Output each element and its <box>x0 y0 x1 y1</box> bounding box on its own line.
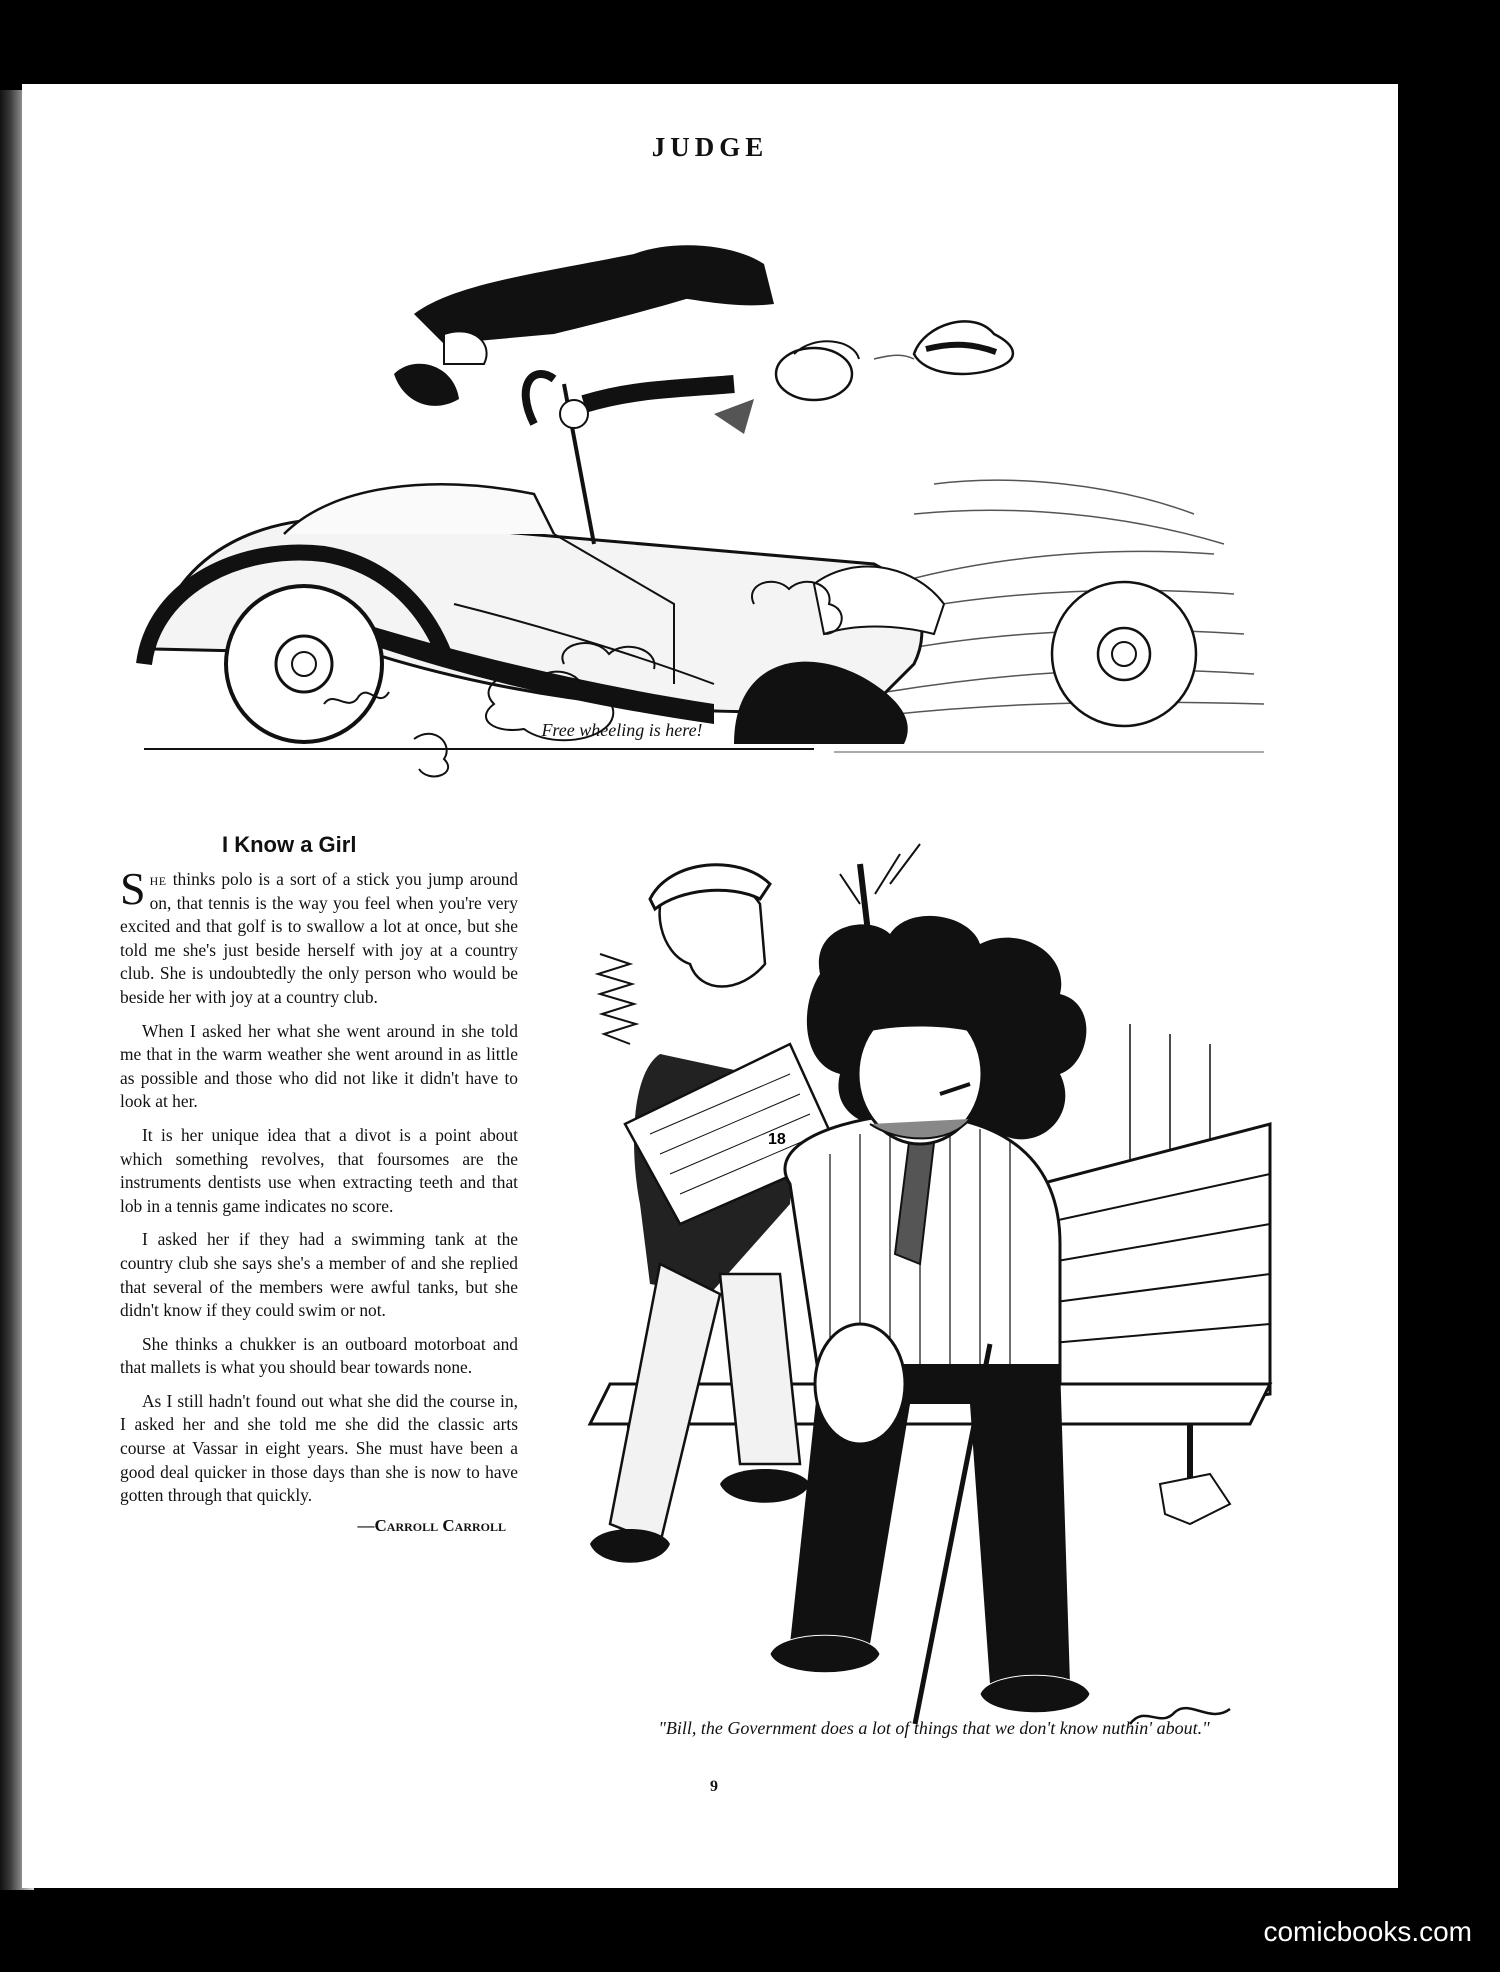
first-word-rest: he <box>149 869 167 889</box>
article-paragraph: As I still hadn't found out what she did the course in, I asked her and she told me she did the classic arts course at Vassar in eight years. She must have been a good deal quicker in those days than she is now to have gotten through that quickly. <box>120 1390 518 1506</box>
article-paragraph: I asked her if they had a swimming tank at the country club she says she's a member of and she replied that several of the members were awful tanks, but she didn't know if they could swim or not. <box>120 1229 518 1321</box>
newspaper-number: 18 <box>768 1131 786 1148</box>
magazine-page <box>22 84 1398 1888</box>
article-paragraph <box>120 863 518 1010</box>
byline: —Carroll Carroll <box>357 1515 506 1535</box>
article-paragraph: When I asked her what she went around in she told me that in the warm weather she went around in as little as possible and those who did not like it didn't have to look at her. <box>120 1020 518 1112</box>
article-paragraph: She thinks a chukker is an outboard motorboat and that mallets is what you should bear towards none. <box>120 1333 518 1378</box>
masthead: JUDGE <box>651 132 769 162</box>
article-body <box>120 863 518 1537</box>
top-cartoon-caption: Free wheeling is here! <box>541 720 703 740</box>
drop-cap: S <box>120 863 146 914</box>
page-number: 9 <box>710 1778 718 1795</box>
free-wheeling-cartoon <box>114 184 1314 784</box>
bottom-cartoon-caption: "Bill, the Government does a lot of things that we don't know nuthin' about." <box>658 1718 1210 1738</box>
paragraph-text: thinks polo is a sort of a stick you jump around on, that tennis is the way you feel when you're very excited and that golf is to swallow a lot at once, but she told me she's just beside herself with joy at a country club. She is undoubtedly the only person who would be beside her with joy at a country club. <box>120 869 518 1007</box>
article-paragraph: It is her unique idea that a divot is a point about which something revolves, that foursomes are the instruments dentists use when extracting teeth and that lob in a tennis game indicates no score. <box>120 1124 518 1216</box>
watermark: comicbooks.com <box>1263 1916 1472 1947</box>
park-bench-cartoon <box>570 824 1290 1774</box>
article-title: I Know a Girl <box>222 832 357 857</box>
